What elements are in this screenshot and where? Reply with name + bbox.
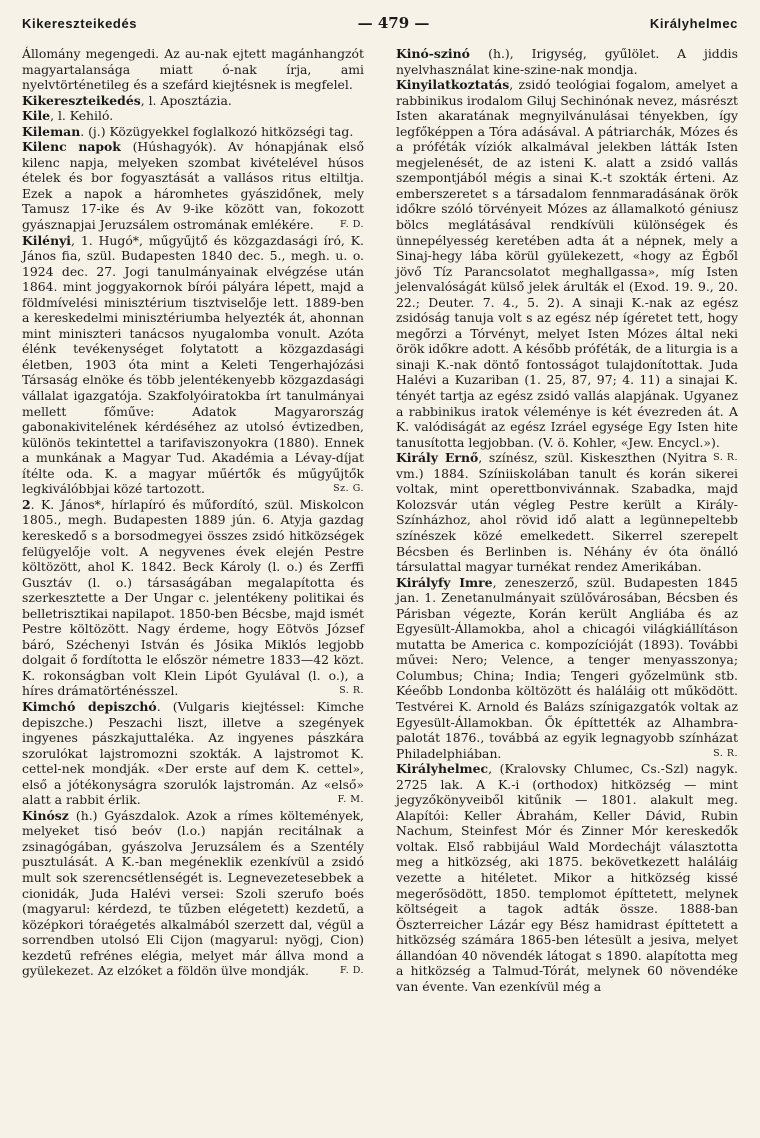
entry-headword: Kimchó depiszchó — [22, 698, 157, 714]
page-number: — 479 — — [357, 14, 430, 32]
dictionary-entry — [22, 699, 364, 808]
entry-text: Királyhelmec, (Kralovsky Chlumec, Cs.-Szl) nagyk. 2725 lak. A K.-i (orthodox) hitközség — mint jegyzőkönyveiből kitűnik — 1801. alakult meg. Alapítói: Keller Ábrahám, Keller Dávid, Rubin Nachum, Steinfest Mór és Zinner Mór kereskedők voltak. Első rabbijául Wald Mordechájt választotta meg a hitközség, aki 1875. bekövetkezett haláláig vezette a hitéletet. Mikor a hitközség kissé megerősödött, 1850. templomot építtetett, melynek költségeit a tagok adták össze. 1888-ban Öszterreicher Lázár egy Bész hamidrast építtetett a hitközség számára 1865-ben létesült a jesiva, melyet állandóan 40 növendék látogat s 1890. alapította meg a hitközség a Talmud-Tórát, melynek 60 növendéke van évente. Van ezenkívül még a — [396, 761, 738, 994]
entry-text: Kile, l. Kehiló. — [22, 108, 114, 124]
dictionary-entry — [396, 575, 738, 762]
entry-headword: Királyhelmec — [396, 761, 489, 777]
dictionary-entry — [22, 46, 364, 93]
entry-headword: Kile — [22, 108, 51, 124]
entry-text: Kilenc napok (Húshagyók). Av hónapjának első kilenc napja, melyeken szombat kivételével húsos ételek és bor fogyasztását a vallásos ritus eltiltja. Ezek a napok a háromhetes gyászidőnek, mely Tamusz 17-ike és Av 9-ike között van, fokozott gyásznapjai Jeruzsálem ostromának emlékére. — [22, 139, 364, 233]
header-right-keyword: Királyhelmec — [649, 16, 738, 31]
entry-text: Kilényi, 1. Hugó*, műgyűjtő és közgazdasági író, K. János fia, szül. Budapesten 1840 dec. 5., megh. u. o. 1924 dec. 27. Jogi tanulmányainak elvégzése után 1864. mint joggyakornok bírói pályára lépett, majd a földmívelési minisztérium tisztviselője lett. 1889-ben a kereskedelmi minisztériumba helyezték át, ahonnan mint miniszteri tanácsos nyugalomba vonult. Azóta élénk tevékenységet folytatott a közgazdasági életben, 1903 óta mint a Keleti Tengerhajózási Társaság elnöke és több jelentékenyebb közgazdasági vállalat igazgatója. Szakfolyóiratokba írt tanulmányai mellett főműve: Adatok Magyarország gabonakivitelének kérdéséhez az utolsó évtizedben, különös tekintettel a tarifaviszonyokra (1880). Ennek a munkának a Magyar Tud. Akadémia a Lévay-díjat ítélte oda. K. a magyar műértők és műgyűjtők legkiválóbbjai közé tartozott. — [22, 232, 364, 497]
author-signature: S. R. — [713, 452, 738, 464]
entry-headword: Kilényi — [22, 232, 71, 248]
dictionary-entry — [22, 497, 364, 699]
dictionary-entry — [22, 124, 364, 140]
dictionary-entry — [22, 233, 364, 497]
entry-headword: Király Ernő — [396, 450, 479, 466]
entry-text: Kinyilatkoztatás, zsidó teológiai fogalom, amelyet a rabbinikus irodalom Giluj Sechinónak nevez, másrészt Isten akaratának megnyilvánulásai tényekben, így legfőképpen a Tóra adásával. A pátriarchák, Mózes és a próféták víziók alkalmával jelekben látták Isten megjelenését, de az isteni K. alatt a zsidó vallás szempontjából mégis a sinai K.-t szokták érteni. Az emberszeretet s a társadalom fennmaradásának örök időkre szóló törvényeit Mózes az államalkotó géniusz bölcs meglátásával rendkívüli különségek és ünnepélyesség keretében adta át a népnek, mely a Sinaj-hegy lába körül gyülekezett, «hogy az Égből jövő Tíz Parancsolatot meghallgassa», míg Isten jelenvalóságát külső jelek árulták el (Exod. 19. 9., 20. 22.; Deuter. 7. 4., 5. 2). A sinaji K.-nak az egész zsidóság tanuja volt s az egész nép ígéretet tett, hogy megőrzi a Tórvényt, melyet Isten Mózes által neki örök időkre adott. A később próféták, de a liturgia is a sinaji K.-nak döntő fontosságot tulajdonítottak. Juda Halévi a Kuzariban (1. 25, 87, 97; 4. 11) a sinajai K. tényét tartja az egész zsidó vallás alapjának. Ugyanez a rabbinikus iratok véleménye is két évezreden át. A K. valódiságát az egész Izráel egysége Egy Isten hite tanusította legjobban. (V. ö. Kohler, «Jew. Encycl.»). — [396, 77, 738, 450]
author-signature: S. R. — [713, 747, 738, 759]
entry-headword: Királyfy Imre — [396, 574, 493, 590]
entry-headword: Kileman — [22, 123, 81, 139]
entry-text: Kileman. (j.) Közügyekkel foglalkozó hitközségi tag. — [22, 123, 354, 139]
entry-headword: Kikereszteikedés — [22, 92, 141, 108]
entry-text: Király Ernő, színész, szül. Kiskeszthen (Nyitra vm.) 1884. Színiiskolában tanult és korán sikerei voltak, mint operettbonvivánnak. Szabadka, majd Kolozsvár után végleg Pestre került a Király-Színházhoz, ahol rövid idő alatt a legünnepeltebb színészek közé emelkedett. Sikerrel szerepelt Bécsben és Berlinben is. Néhány év óta önálló társulattal magyar turnékat rendez Amerikában. — [396, 450, 738, 575]
author-signature: S. R. — [339, 685, 364, 697]
header-left-keyword: Kikereszteikedés — [22, 16, 138, 31]
entry-headword: Kinyilatkoztatás — [396, 77, 510, 93]
entry-headword: Kinósz — [22, 807, 76, 823]
dictionary-entry — [22, 808, 364, 979]
left-column — [22, 46, 364, 994]
entry-headword: Kinó-szinó — [396, 46, 489, 61]
author-signature: F. D. — [340, 965, 364, 977]
entry-text: 2. K. János*, hírlapíró és műfordító, szül. Miskolcon 1805., megh. Budapesten 1889 jún. 6. Atyja gazdag kereskedő s a borsodmegyei összes zsidó hitközségek felügyelője volt. A negyvenes évek elején Pestre költözött, ahol K. 1842. Beck Károly (l. o.) és Zerffi Gusztáv (l. o.) társaságában megalapította és szerkesztette a Der Ungar c. jelentékeny politikai és belletrisztikai napilapot. 1850-ben Bécsbe, majd ismét Pestre költözött. Nagy érdeme, hogy Eötvös József báró, Széchenyi István és Jósika Miklós legjobb dolgait ő fordította le először németre 1833—42 közt. K. rokonságban volt Klein Lipót Gyulával (l. o.), a híres drámatörténésszel. — [22, 496, 364, 699]
dictionary-entry — [22, 93, 364, 109]
author-signature: F. M. — [337, 794, 364, 806]
entry-text: Kinó-szinó (h.), Irigység, gyűlölet. A jiddis nyelvhasználat kine-szine-nak mondja. — [396, 46, 738, 77]
entry-text: Királyfy Imre, zeneszerző, szül. Budapesten 1845 jan. 1. Zenetanulmányait szülővárosában, Bécsben és Párisban végezte, Korán került Angliába és az Egyesült-Államokba, ahol a chicagói világkiállításon mutatta be America c. kompozícióját (1893). További művei: Nero; Velence, a tenger menyasszonya; Columbus; China; India; Tengeri győzelmünk stb. Kéeőbb Londonba költözött és haláláig ott működött. Testvérei K. Arnold és Balázs színigazgatók voltak az Egyesült-Államokban. Ők építtették az Alhambra-palotát 1876., továbbá az egyik legnagyobb színházat Philadelphiában. — [396, 574, 738, 761]
author-signature: F. D. — [340, 219, 364, 231]
entry-headword: 2 — [22, 496, 31, 512]
entry-headword: Kilenc napok — [22, 139, 133, 155]
dictionary-entry — [396, 761, 738, 994]
entry-text: Kikereszteikedés, l. Aposztázia. — [22, 92, 232, 108]
dictionary-entry — [396, 46, 738, 77]
dictionary-entry — [22, 108, 364, 124]
entry-text: Kimchó depiszchó. (Vulgaris kiejtéssel: Kimche depiszche.) Peszachi liszt, illetve a szegények ingyenes pászkajuttaléka. Az ingyenes pászkára szorulókat lajstromozni szokták. A lajstromot K. cettel-nek mondják. «Der erste auf dem K. cettel», első a jótékonyságra szorulók lajstromán. Az «első» alatt a rabbit érlik. — [22, 698, 364, 808]
entry-text: Kinósz (h.) Gyászdalok. Azok a rímes költemények, melyeket tisó beóv (l.o.) napján recitálnak a zsinagógában, gyászolva Jeruzsálem és a Szentély pusztulását. A K.-ban megéneklik ezenkívül a zsidó mult sok szerencsétlenségét is. Legnevezetesebbek a cionidák, Juda Halévi versei: Szoli szerufo boés (magyarul: kérdezd, te tűzben elégetett) kezdetű, a középkori tóraégetés alkalmából szerzett dal, végül a sorrendben utolsó Eli Cijon (magyarul: nyögj, Cion) kezdetű refrénes elégia, melyet már állva mond a gyülekezet. Az elzóket a földön ülve mondják. — [22, 807, 364, 979]
two-column-body — [22, 46, 738, 994]
right-column — [396, 46, 738, 994]
author-signature: Sz. G. — [333, 483, 364, 495]
dictionary-entry — [396, 450, 738, 574]
entry-text: Állomány megengedi. Az au-nak ejtett magánhangzót magyartalansága miatt ó-nak írja, ami nyelvtörténetileg és a szefárd kiejtésnek is megfelel. — [22, 46, 364, 93]
dictionary-entry — [22, 139, 364, 232]
running-header — [22, 14, 738, 36]
